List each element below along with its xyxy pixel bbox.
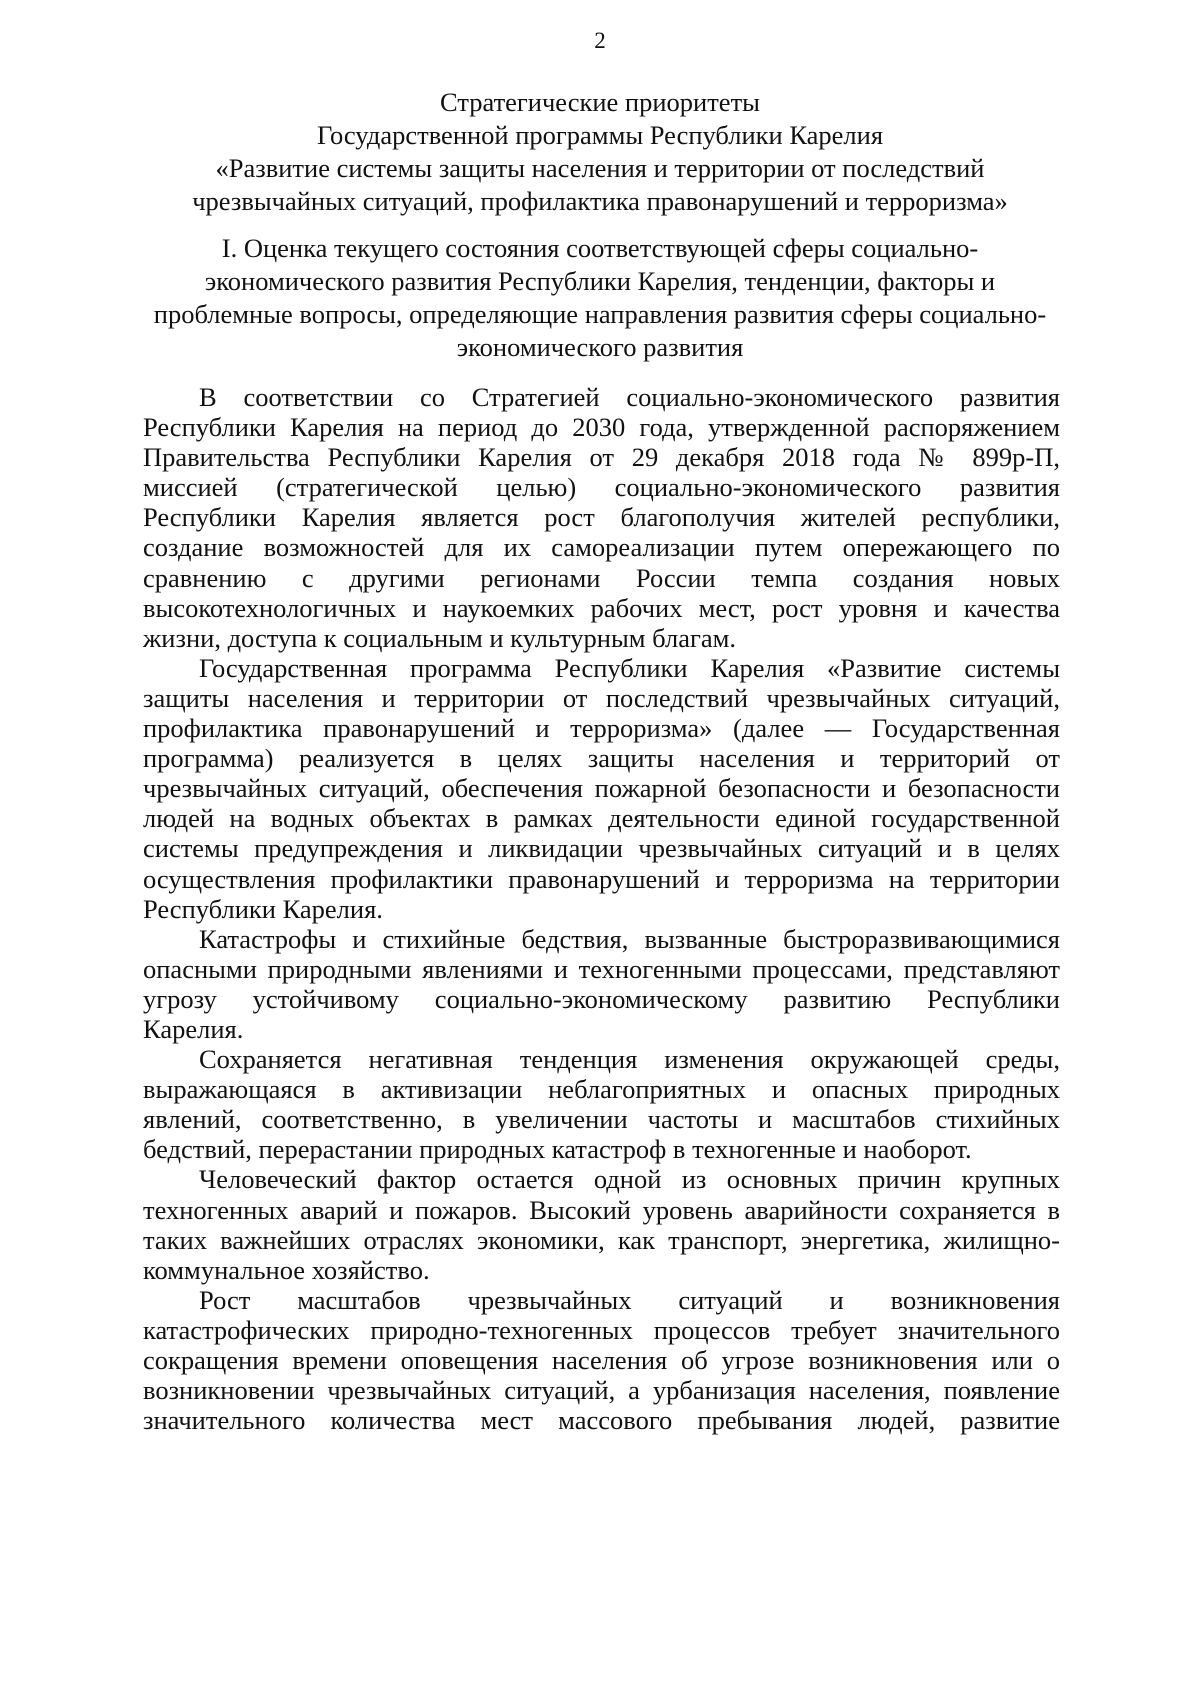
- paragraph-line: профилактика правонарушений и терроризма» (далее — Государственная: [143, 713, 1060, 744]
- paragraph-line: Республики Карелия является рост благополучия жителей республики,: [143, 502, 1060, 533]
- paragraph-line: возникновении чрезвычайных ситуаций, а урбанизация населения, появление: [143, 1375, 1060, 1406]
- title-line: чрезвычайных ситуаций, профилактика правонарушений и терроризма»: [192, 186, 1008, 216]
- paragraph-line: программа) реализуется в целях защиты населения и территорий от: [143, 743, 1060, 774]
- paragraph-line: опасными природными явлениями и техногенными процессами, представляют: [143, 953, 1060, 984]
- paragraph-line: Рост масштабов чрезвычайных ситуаций и возникновения: [199, 1284, 1060, 1315]
- paragraph-line: угрозу устойчивому социально-экономическому развитию Республики: [143, 983, 1060, 1014]
- document-title: [120, 86, 1080, 218]
- body-text: [143, 382, 1060, 1435]
- title-line: Государственной программы Республики Карелия: [316, 120, 884, 150]
- section-heading-line: экономического развития: [456, 332, 744, 362]
- paragraph-line: Катастрофы и стихийные бедствия, вызванные быстроразвивающимися: [199, 923, 1060, 954]
- paragraph-line: бедствий, перерастании природных катастроф в техногенные и наоборот.: [143, 1134, 972, 1165]
- paragraph-line: В соответствии со Стратегией социально-экономического развития: [199, 382, 1060, 412]
- paragraph: [143, 924, 1060, 1044]
- paragraph-line: чрезвычайных ситуаций, обеспечения пожарной безопасности и безопасности: [143, 773, 1060, 804]
- paragraph: [143, 1164, 1060, 1284]
- paragraph-line: высокотехнологичных и наукоемких рабочих мест, рост уровня и качества: [143, 592, 1060, 623]
- paragraph-line: миссией (стратегической целью) социально-экономического развития: [143, 472, 1060, 503]
- paragraph: [143, 382, 1060, 653]
- paragraph-line: осуществления профилактики правонарушений и терроризма на территории: [143, 863, 1060, 894]
- paragraph-line: жизни, доступа к социальным и культурным благам.: [143, 622, 736, 653]
- paragraph-line: сокращения времени оповещения населения об угрозе возникновения или о: [143, 1345, 1060, 1375]
- paragraph-line: таких важнейших отраслях экономики, как транспорт, энергетика, жилищно-: [143, 1224, 1060, 1255]
- paragraph-line: Государственная программа Республики Карелия «Развитие системы: [199, 652, 1060, 683]
- paragraph-line: Правительства Республики Карелия от 29 декабря 2018 года № 899р-П,: [143, 442, 1060, 473]
- paragraph-line: выражающаяся в активизации неблагоприятных и опасных природных: [143, 1074, 1060, 1105]
- paragraph-line: защиты населения и территории от последствий чрезвычайных ситуаций,: [143, 682, 1060, 713]
- paragraph-line: системы предупреждения и ликвидации чрезвычайных ситуаций и в целях: [143, 833, 1060, 864]
- section-heading-line: экономического развития Республики Карелия, тенденции, факторы и: [204, 266, 996, 296]
- paragraph-line: значительного количества мест массового пребывания людей, развитие: [143, 1405, 1060, 1436]
- paragraph: [143, 1044, 1060, 1164]
- title-line: «Развитие системы защиты населения и территории от последствий: [215, 153, 985, 183]
- paragraph-line: людей на водных объектах в рамках деятельности единой государственной: [143, 803, 1060, 834]
- paragraph-line: коммунальное хозяйство.: [143, 1254, 430, 1285]
- paragraph-line: Сохраняется негативная тенденция изменения окружающей среды,: [199, 1044, 1060, 1075]
- title-line: Стратегические приоритеты: [440, 87, 760, 117]
- paragraph-line: катастрофических природно-техногенных процессов требует значительного: [143, 1314, 1060, 1345]
- paragraph: [143, 653, 1060, 924]
- paragraph-line: Карелия.: [143, 1013, 244, 1044]
- paragraph-line: Человеческий фактор остается одной из основных причин крупных: [199, 1164, 1060, 1195]
- paragraph-line: Республики Карелия на период до 2030 года, утвержденной распоряжением: [143, 412, 1060, 443]
- paragraph-line: явлений, соответственно, в увеличении частоты и масштабов стихийных: [143, 1104, 1060, 1135]
- section-heading-line: I. Оценка текущего состояния соответствующей сферы социально-: [221, 233, 979, 263]
- paragraph-line: Республики Карелия.: [143, 893, 383, 924]
- section-heading-line: проблемные вопросы, определяющие направления развития сферы социально-: [153, 299, 1047, 329]
- page-number: 2: [594, 28, 606, 53]
- paragraph-line: техногенных аварий и пожаров. Высокий уровень аварийности сохраняется в: [143, 1194, 1060, 1225]
- paragraph: [143, 1285, 1060, 1435]
- paragraph-line: сравнению с другими регионами России темпа создания новых: [143, 562, 1060, 593]
- paragraph-line: создание возможностей для их самореализации путем опережающего по: [143, 532, 1060, 563]
- section-heading: [120, 232, 1080, 364]
